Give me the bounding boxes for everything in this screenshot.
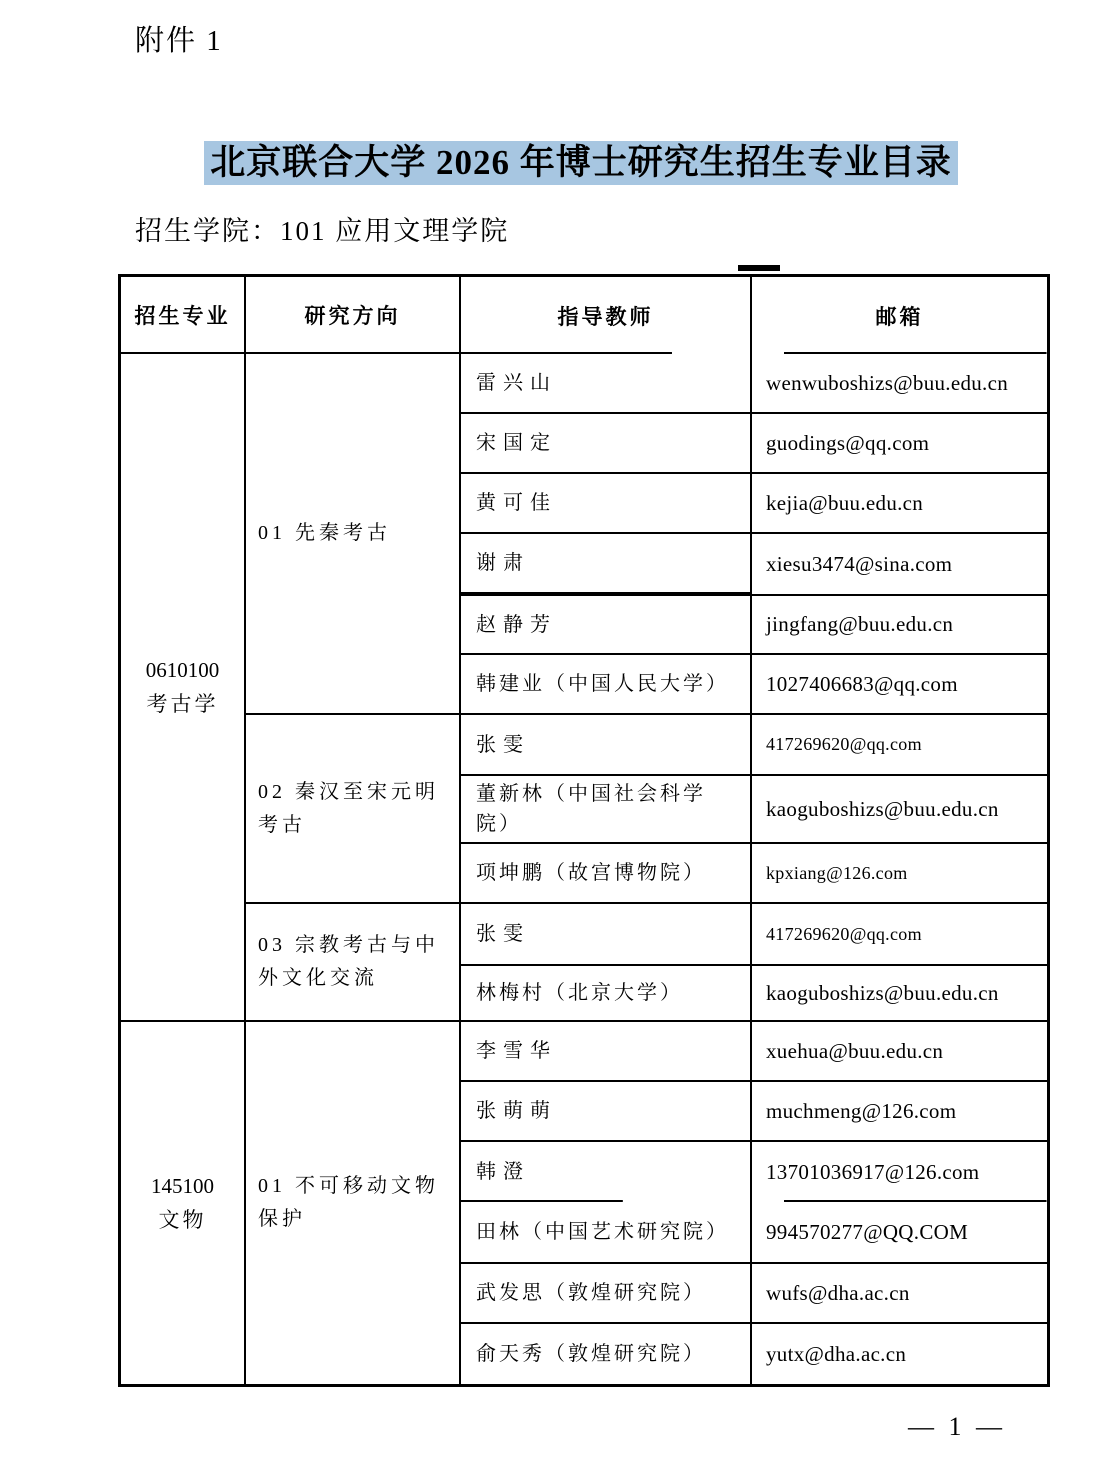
college-line: 招生学院：101 应用文理学院 [135,216,510,246]
attachment-label: 附件 1 [135,25,223,57]
major-cell-archaeology [121,354,246,1022]
supervisor-name: 俞天秀（敦煌研究院） [461,1324,752,1384]
column-header-email: 邮箱 [752,277,1047,354]
supervisor-email: kpxiang@126.com [752,844,1047,904]
direction-cell: 03 宗教考古与中外文化交流 [246,904,461,1022]
supervisor-email: kaoguboshizs@buu.edu.cn [752,966,1047,1022]
supervisor-name: 宋国定 [461,414,752,474]
table-row [121,904,1047,966]
supervisor-name: 张萌萌 [461,1082,752,1142]
major-name: 文物 [158,1208,207,1232]
supervisor-email: 994570277@QQ.COM [752,1202,1047,1264]
major-code: 0610100 [145,658,220,682]
admissions-table [118,274,1050,1387]
column-header-direction: 研究方向 [246,277,461,354]
table-row [121,354,1047,414]
supervisor-name: 武发思（敦煌研究院） [461,1264,752,1324]
supervisor-email: wufs@dha.ac.cn [752,1264,1047,1324]
direction-cell: 01 不可移动文物保护 [246,1022,461,1384]
supervisor-name: 雷兴山 [461,354,752,414]
supervisor-name: 黄可佳 [461,474,752,534]
supervisor-email: xiesu3474@sina.com [752,534,1047,596]
supervisor-email: 13701036917@126.com [752,1142,1047,1202]
supervisor-name: 董新林（中国社会科学院） [461,776,752,844]
supervisor-name: 林梅村（北京大学） [461,966,752,1022]
supervisor-name: 张雯 [461,904,752,966]
supervisor-email: xuehua@buu.edu.cn [752,1022,1047,1082]
supervisor-email: yutx@dha.ac.cn [766,1341,907,1366]
table-header-row [121,277,1047,354]
table-row [121,715,1047,776]
page-title: 北京联合大学 2026 年博士研究生招生专业目录 [204,141,958,185]
column-header-major: 招生专业 [121,277,246,354]
major-cell-cultural-relics [121,1022,246,1384]
title-row [118,141,1044,185]
major-code: 145100 [151,1174,214,1198]
supervisor-email: kejia@buu.edu.cn [752,474,1047,534]
direction-cell: 02 秦汉至宋元明考古 [246,715,461,904]
scan-artifact-mark [738,265,780,271]
table-row [121,1022,1047,1082]
supervisor-email: guodings@qq.com [752,414,1047,474]
supervisor-name: 田林（中国艺术研究院） [461,1202,752,1264]
supervisor-email: kaoguboshizs@buu.edu.cn [752,776,1047,844]
supervisor-name: 项坤鹏（故宫博物院） [461,844,752,904]
supervisor-email: wenwuboshizs@buu.edu.cn [752,354,1047,414]
supervisor-email: 417269620@qq.com [752,904,1047,966]
supervisor-name: 韩建业（中国人民大学） [461,655,752,715]
supervisor-name: 赵静芳 [461,596,752,655]
supervisor-email: 1027406683@qq.com [752,655,1047,715]
supervisor-email: 417269620@qq.com [752,715,1047,776]
supervisor-name: 张雯 [461,715,752,776]
direction-cell: 01 先秦考古 [246,354,461,715]
supervisor-name: 谢肃 [461,534,752,596]
supervisor-name: 韩澄 [461,1142,752,1202]
page-number: — 1 — [908,1412,1006,1441]
supervisor-email: muchmeng@126.com [752,1082,1047,1142]
supervisor-name: 李雪华 [461,1022,752,1082]
supervisor-email: jingfang@buu.edu.cn [752,596,1047,655]
admissions-table-wrap [118,274,1044,1387]
major-name: 考古学 [146,692,219,716]
column-header-supervisor: 指导教师 [461,277,752,354]
